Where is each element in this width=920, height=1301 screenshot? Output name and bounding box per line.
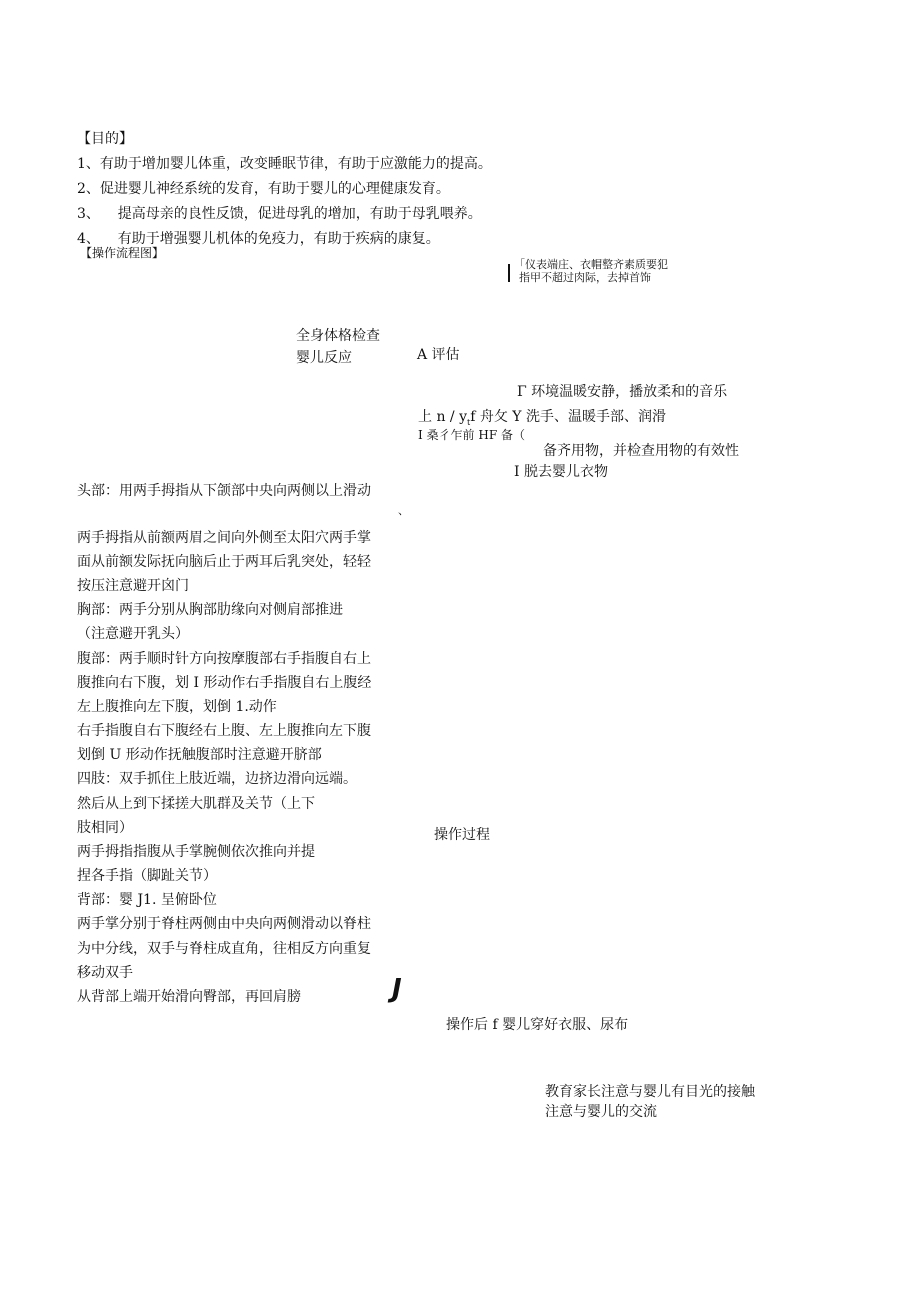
note-bracket [508,264,510,282]
prep-items: 备齐用物，并检查用物的有效性 [543,443,739,459]
process-step: 两手掌分别于脊柱两侧由中央向两侧滑动以脊柱 [77,916,371,932]
process-step: 腹推向右下腹，划 I 形动作右手指腹自右上腹经 [77,675,372,691]
purpose-item-1: 1、有助于增加婴儿体重，改变睡眠节律，有助于应激能力的提高。 [77,156,492,172]
process-step: 移动双手 [77,965,133,981]
flow-heading: 【操作流程图】 [80,246,165,260]
process-step: 捏各手指（脚趾关节） [77,868,217,884]
after-note-communication: 注意与婴儿的交流 [545,1104,657,1120]
appearance-note-line-1: 「仪表端庄、衣帽整齐素质要犯 [514,258,668,271]
prep-line-1-part-b: f 舟攵 Y 洗手、温暖手部、润滑 [470,409,666,425]
after-note-eye-contact: 教育家长注意与婴儿有目光的接触 [545,1084,755,1100]
assess-item-body-check: 全身体格检查 [296,328,380,344]
assess-item-infant-reaction: 婴儿反应 [296,350,352,366]
purpose-item-3: 3、 提高母亲的良性反馈，促进母乳的增加，有助于母乳喂养。 [77,206,482,222]
process-step: 然后从上到下揉搓大肌群及关节（上下 [77,796,315,812]
process-step: 胸部：两手分别从胸部肋缘向对侧肩部推进 [77,602,343,618]
process-step: 两手拇指从前额两眉之间向外侧至太阳穴两手掌 [77,530,371,546]
process-step: 划倒 U 形动作抚触腹部时注意避开脐部 [77,747,322,763]
prep-undress: I 脱去婴儿衣物 [514,464,608,480]
after-label: 操作后 f 婴儿穿好衣服、尿布 [446,1017,629,1033]
prep-environment: Γ 环境温暖安静，播放柔和的音乐 [517,384,728,400]
prep-line-2: I 桑彳乍前 HF 备（ [418,428,525,442]
process-step: 为中分线，双手与脊柱成直角，往相反方向重复 [77,941,371,957]
process-step: 面从前额发际抚向脑后止于两耳后乳突处，轻轻 [77,554,371,570]
prep-line-1 [418,410,666,427]
process-label: 操作过程 [434,827,490,843]
appearance-note-line-2: 指甲不超过肉际，去掉首饰 [519,271,651,284]
process-step: 腹部：两手顺时针方向按摩腹部右手指腹自右上 [77,651,371,667]
process-step: 从背部上端开始滑向臀部，再回肩膀 [77,989,301,1005]
process-brace-glyph: J [392,974,402,1004]
process-step: 背部：婴 J1. 呈俯卧位 [77,892,217,908]
process-step: 头部：用两手拇指从下颌部中央向两侧以上滑动 [77,483,371,499]
assess-label: A 评估 [417,347,460,363]
process-step: 肢相同） [77,820,133,836]
process-step: 两手拇指指腹从手掌腕侧依次推向并提 [77,844,315,860]
purpose-item-4: 4、 有助于增强婴儿机体的免疫力，有助于疾病的康复。 [77,231,440,247]
process-step: 四肢：双手抓住上肢近端，边挤边滑向远端。 [77,771,357,787]
process-step-mark: 、 [398,504,409,517]
prep-line-1-part-a: 上 n / y [418,409,467,425]
purpose-item-2: 2、促进婴儿神经系统的发育，有助于婴儿的心理健康发育。 [77,181,450,197]
prep-line-1-sub: t [467,417,471,427]
process-step: 左上腹推向左下腹，划倒 1.动作 [77,699,277,715]
process-step: （注意避开乳头） [77,626,189,642]
purpose-heading: 【目的】 [77,131,133,147]
process-step: 按压注意避开囟门 [77,578,189,594]
process-step: 右手指腹自右下腹经右上腹、左上腹推向左下腹 [77,723,371,739]
